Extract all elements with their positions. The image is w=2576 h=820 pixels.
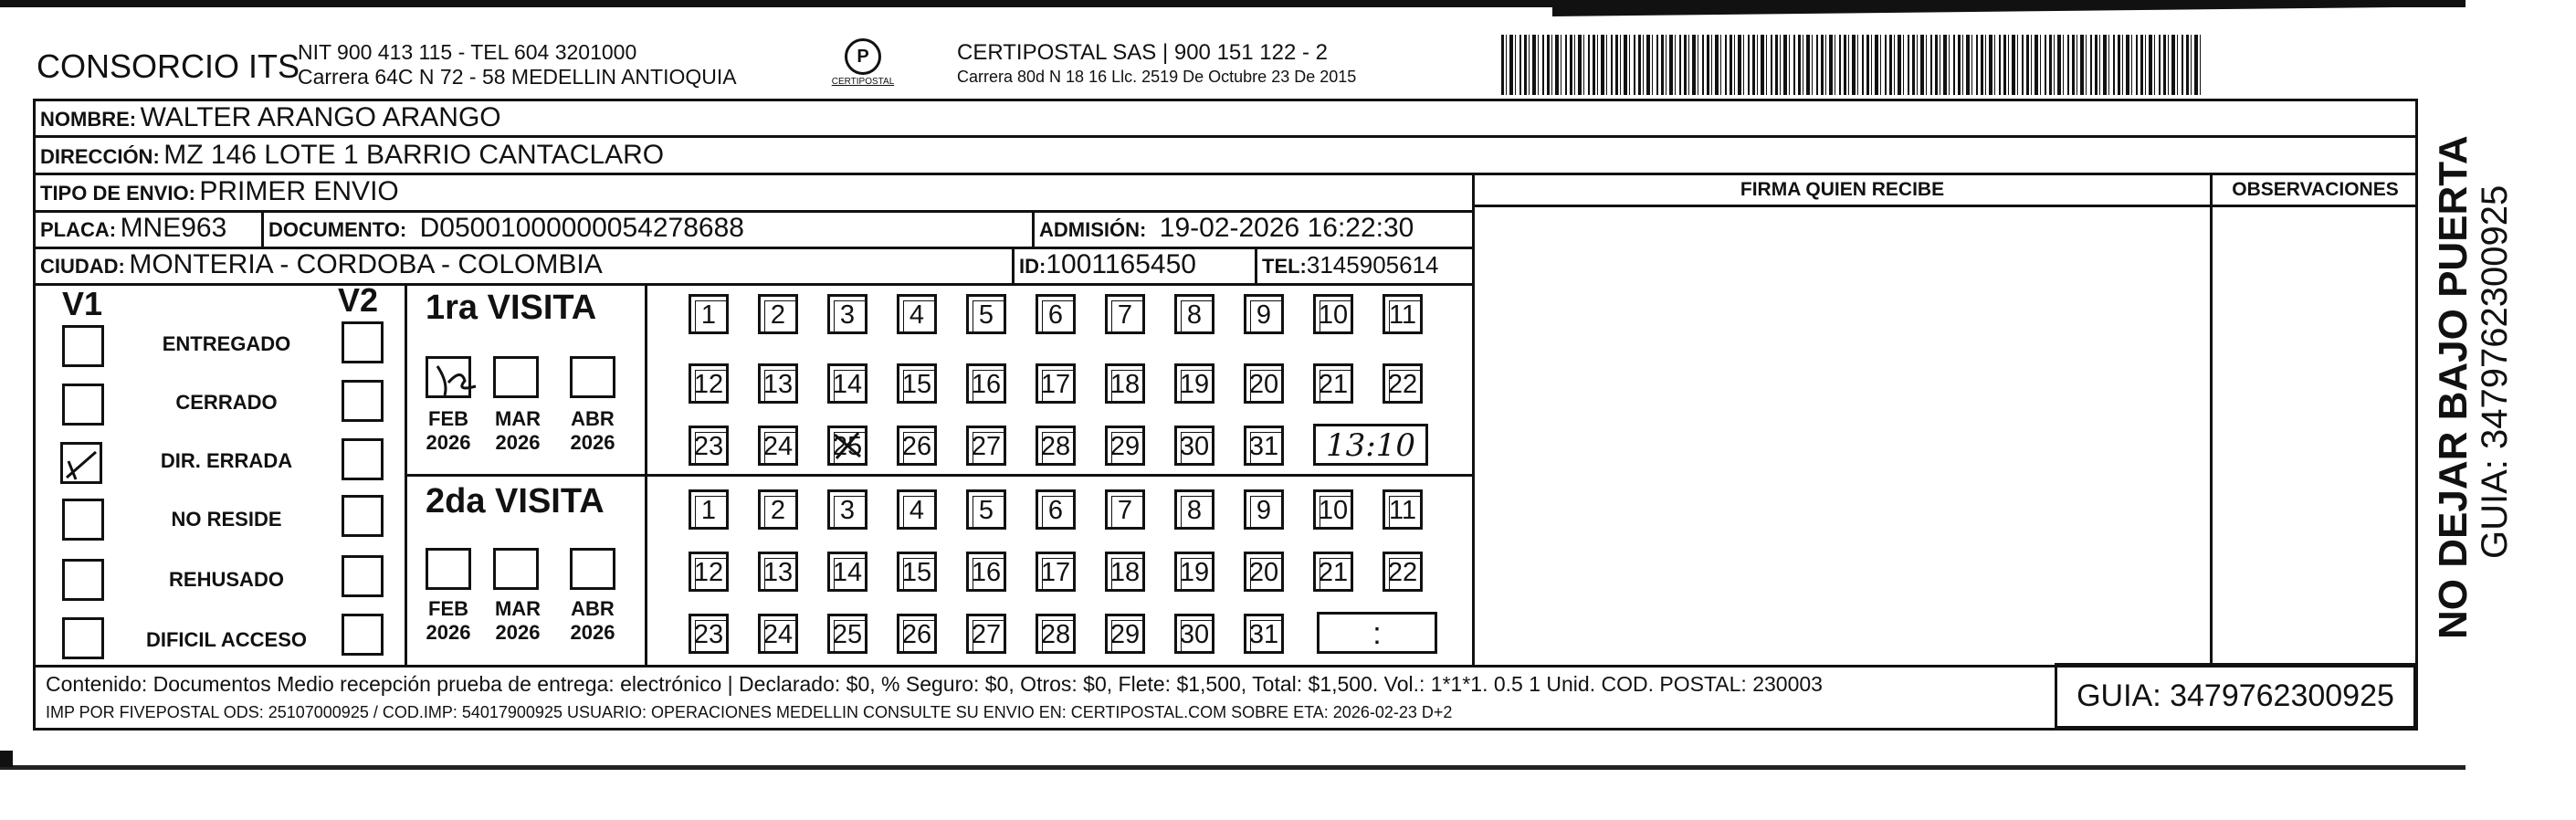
- ciudad-label: CIUDAD:: [40, 255, 125, 278]
- visit-2-day-30[interactable]: 30: [1174, 614, 1214, 654]
- v2-checkbox-dificil-acceso[interactable]: [342, 614, 384, 656]
- ciudad-cell: [40, 247, 603, 287]
- firma-header: FIRMA QUIEN RECIBE: [1740, 179, 1945, 200]
- observaciones-header: OBSERVACIONES: [2232, 179, 2399, 200]
- v1-checkbox-dir-errada[interactable]: [60, 442, 102, 484]
- visit-2-day-2[interactable]: 2: [758, 489, 798, 530]
- visit-1-day-12[interactable]: 12: [689, 363, 729, 404]
- visit-2-time[interactable]: :: [1317, 612, 1437, 654]
- visit-1-day-1[interactable]: 1: [689, 294, 729, 334]
- visit-1-day-2[interactable]: 2: [758, 294, 798, 334]
- visit-1-month-mar-box[interactable]: [493, 356, 539, 398]
- column-header-divider: [1472, 205, 2418, 207]
- visit-1-day-30[interactable]: 30: [1174, 426, 1214, 466]
- id-value: 1001165450: [1046, 249, 1196, 279]
- visit-1-day-23[interactable]: 23: [689, 426, 729, 466]
- v1-checkbox-entregado[interactable]: [62, 325, 104, 367]
- nombre-value: WALTER ARANGO ARANGO: [140, 102, 501, 132]
- visit-1-day-6[interactable]: 6: [1036, 294, 1076, 334]
- reason-rehusado: REHUSADO: [169, 568, 284, 591]
- no-dejar-bajo-puerta-warning: NO DEJAR BAJO PUERTA: [2431, 135, 2476, 639]
- documento-cell: [268, 211, 744, 250]
- v2-checkbox-rehusado[interactable]: [342, 555, 384, 597]
- visit-2-day-26[interactable]: 26: [897, 614, 937, 654]
- visit-2-day-14[interactable]: 14: [827, 552, 867, 592]
- reason-cerrado: CERRADO: [175, 391, 278, 414]
- months-divider: [645, 283, 647, 665]
- documento-label: DOCUMENTO:: [268, 218, 407, 241]
- visit-1-month-abr-box[interactable]: [570, 356, 615, 398]
- direccion-value: MZ 146 LOTE 1 BARRIO CANTACLARO: [163, 140, 665, 170]
- visit-2-day-18[interactable]: 18: [1105, 552, 1145, 592]
- observaciones-column-divider: [2210, 173, 2213, 665]
- visit-2-day-6[interactable]: 6: [1036, 489, 1076, 530]
- visit-2-day-31[interactable]: 31: [1244, 614, 1284, 654]
- v1-checkbox-dificil-acceso[interactable]: [62, 617, 104, 659]
- v2-checkbox-entregado[interactable]: [342, 321, 384, 363]
- guia-number-box: GUIA: 3479762300925: [2055, 663, 2416, 729]
- visit-2-day-10[interactable]: 10: [1313, 489, 1353, 530]
- visit-2-day-24[interactable]: 24: [758, 614, 798, 654]
- visit-2-day-27[interactable]: 27: [966, 614, 1006, 654]
- visit-1-day-17[interactable]: 17: [1036, 363, 1076, 404]
- visit-2-day-25[interactable]: 25: [827, 614, 867, 654]
- tipo-envio-label: TIPO DE ENVIO:: [40, 182, 195, 205]
- bottom-edge-band: [0, 741, 2466, 770]
- visit-1-day-5[interactable]: 5: [966, 294, 1006, 334]
- side-guia-number: GUIA: 3479762300925: [2475, 184, 2515, 559]
- ciudad-value: MONTERIA - CORDOBA - COLOMBIA: [129, 249, 603, 279]
- reason-no-reside: NO RESIDE: [171, 508, 282, 531]
- visit-1-day-29[interactable]: 29: [1105, 426, 1145, 466]
- visit-2-day-1[interactable]: 1: [689, 489, 729, 530]
- visit-1-day-20[interactable]: 20: [1244, 363, 1284, 404]
- visit-1-day-26[interactable]: 26: [897, 426, 937, 466]
- visit-2-month-mar: MAR 2026: [494, 597, 541, 644]
- nombre-row: [40, 100, 501, 140]
- visit-1-day-24[interactable]: 24: [758, 426, 798, 466]
- visit-2-day-28[interactable]: 28: [1036, 614, 1076, 654]
- visit-2-day-29[interactable]: 29: [1105, 614, 1145, 654]
- tipo-envio-row: [40, 174, 399, 214]
- visit-2-title: 2da VISITA: [426, 482, 605, 520]
- tipo-envio-value: PRIMER ENVIO: [199, 176, 399, 206]
- visit-1-day-10[interactable]: 10: [1313, 294, 1353, 334]
- imp-line: IMP POR FIVEPOSTAL ODS: 25107000925 / COD.IMP: 54017900925 USUARIO: OPERACIONES MEDELLIN CONSULTE SU ENVIO EN: CERTIPOSTAL.COM SOBRE ETA: 2026-02-23 D+2: [46, 703, 1453, 721]
- tel-cell: [1262, 247, 1439, 287]
- visit-2-month-feb: FEB 2026: [426, 597, 471, 644]
- placa-cell: [40, 211, 226, 250]
- visit-2-month-mar-box[interactable]: [493, 548, 539, 590]
- certipostal-logo: P CERTIPOSTAL: [822, 38, 904, 93]
- v1-checkbox-rehusado[interactable]: [62, 559, 104, 601]
- visit-2-day-9[interactable]: 9: [1244, 489, 1284, 530]
- direccion-row: [40, 138, 664, 177]
- handwritten-mark: [428, 355, 483, 401]
- v2-checkbox-no-reside[interactable]: [342, 495, 384, 537]
- visit-1-day-19[interactable]: 19: [1174, 363, 1214, 404]
- v2-header: V2: [338, 281, 379, 319]
- visit-1-title: 1ra VISITA: [426, 289, 597, 327]
- visit-1-month-abr: ABR 2026: [570, 407, 615, 454]
- visit-1-time[interactable]: 13:10: [1313, 424, 1428, 466]
- visit-2-day-21[interactable]: 21: [1313, 552, 1353, 592]
- id-cell: [1019, 247, 1196, 287]
- visit-1-day-18[interactable]: 18: [1105, 363, 1145, 404]
- handwritten-cross-mark: [827, 426, 867, 466]
- direccion-label: DIRECCIÓN:: [40, 145, 160, 168]
- tel-label: TEL:: [1262, 255, 1307, 278]
- visit-2-day-17[interactable]: 17: [1036, 552, 1076, 592]
- admision-cell: [1039, 211, 1414, 250]
- visit-1-day-7[interactable]: 7: [1105, 294, 1145, 334]
- cell-divider: [1012, 247, 1015, 283]
- visit-1-day-14[interactable]: 14: [827, 363, 867, 404]
- v1-header: V1: [62, 285, 103, 322]
- logo-text: CERTIPOSTAL: [831, 77, 895, 87]
- company-name: CONSORCIO ITS: [37, 47, 300, 85]
- cell-divider: [1255, 247, 1257, 283]
- visit-1-day-21[interactable]: 21: [1313, 363, 1353, 404]
- visit-2-day-11[interactable]: 11: [1383, 489, 1423, 530]
- visit-2-day-15[interactable]: 15: [897, 552, 937, 592]
- reason-dir-errada: DIR. ERRADA: [160, 449, 293, 472]
- admision-value: 19-02-2026 16:22:30: [1159, 213, 1414, 243]
- visit-1-month-feb: FEB 2026: [426, 407, 471, 454]
- visit-2-day-3[interactable]: 3: [827, 489, 867, 530]
- firma-column-divider: [1472, 173, 1475, 665]
- documento-value: D05001000000054278688: [419, 213, 744, 243]
- placa-value: MNE963: [120, 213, 227, 243]
- barcode: [1501, 35, 2204, 95]
- visit-1-day-31[interactable]: 31: [1244, 426, 1284, 466]
- company-address: Carrera 64C N 72 - 58 MEDELLIN ANTIOQUIA: [298, 65, 737, 89]
- visit-2-day-7[interactable]: 7: [1105, 489, 1145, 530]
- top-edge-shadow: [1552, 0, 2466, 16]
- contenido-line: Contenido: Documentos Medio recepción prueba de entrega: electrónico | Declarado: $0, % Seguro: $0, Otros: $0, Flete: $1,500, Total: $1,500. Vol.: 1*1*1. 0.5 1 Unid. COD. POSTAL: 230003: [46, 672, 1823, 696]
- visit-1-month-mar: MAR 2026: [494, 407, 541, 454]
- nombre-label: NOMBRE:: [40, 108, 137, 131]
- visit-1-day-3[interactable]: 3: [827, 294, 867, 334]
- visit-1-day-28[interactable]: 28: [1036, 426, 1076, 466]
- visit-1-day-8[interactable]: 8: [1174, 294, 1214, 334]
- reason-dificil-acceso: DIFICIL ACCESO: [145, 628, 307, 651]
- courier-name: CERTIPOSTAL SAS | 900 151 122 - 2: [957, 40, 1328, 65]
- v2-checkbox-dir-errada[interactable]: [342, 438, 384, 480]
- handwritten-check-mark: [63, 445, 100, 481]
- placa-label: PLACA:: [40, 218, 117, 241]
- admision-label: ADMISIÓN:: [1039, 218, 1147, 241]
- visit-1-day-22[interactable]: 22: [1383, 363, 1423, 404]
- cell-divider: [261, 210, 264, 247]
- visit-2-day-13[interactable]: 13: [758, 552, 798, 592]
- visit-1-day-16[interactable]: 16: [966, 363, 1006, 404]
- reason-entregado: ENTREGADO: [162, 332, 291, 355]
- company-nit-tel: NIT 900 413 115 - TEL 604 3201000: [298, 40, 637, 64]
- visit-divider: [405, 474, 1472, 477]
- v2-checkbox-cerrado[interactable]: [342, 380, 384, 422]
- visit-2-day-23[interactable]: 23: [689, 614, 729, 654]
- visit-1-day-25[interactable]: 25: [827, 426, 867, 466]
- visit-1-day-4[interactable]: 4: [897, 294, 937, 334]
- visit-1-day-9[interactable]: 9: [1244, 294, 1284, 334]
- visit-1-day-11[interactable]: 11: [1383, 294, 1423, 334]
- visit-2-day-22[interactable]: 22: [1383, 552, 1423, 592]
- v1-checkbox-no-reside[interactable]: [62, 499, 104, 541]
- visit-2-day-5[interactable]: 5: [966, 489, 1006, 530]
- tel-value: 3145905614: [1306, 251, 1439, 279]
- visit-2-month-abr: ABR 2026: [570, 597, 615, 644]
- visit-1-day-15[interactable]: 15: [897, 363, 937, 404]
- reasons-divider: [405, 283, 407, 665]
- visit-2-day-16[interactable]: 16: [966, 552, 1006, 592]
- visit-1-month-feb-box[interactable]: [426, 356, 471, 398]
- visit-2-day-20[interactable]: 20: [1244, 552, 1284, 592]
- cell-divider: [1032, 210, 1035, 247]
- visit-2-day-4[interactable]: 4: [897, 489, 937, 530]
- visit-1-day-13[interactable]: 13: [758, 363, 798, 404]
- visit-1-day-27[interactable]: 27: [966, 426, 1006, 466]
- visit-2-day-19[interactable]: 19: [1174, 552, 1214, 592]
- id-label: ID:: [1019, 255, 1046, 278]
- visit-2-month-abr-box[interactable]: [570, 548, 615, 590]
- v1-checkbox-cerrado[interactable]: [62, 384, 104, 426]
- visit-2-month-feb-box[interactable]: [426, 548, 471, 590]
- visit-2-day-12[interactable]: 12: [689, 552, 729, 592]
- visit-2-day-8[interactable]: 8: [1174, 489, 1214, 530]
- courier-address: Carrera 80d N 18 16 Llc. 2519 De Octubre 23 De 2015: [957, 68, 1357, 86]
